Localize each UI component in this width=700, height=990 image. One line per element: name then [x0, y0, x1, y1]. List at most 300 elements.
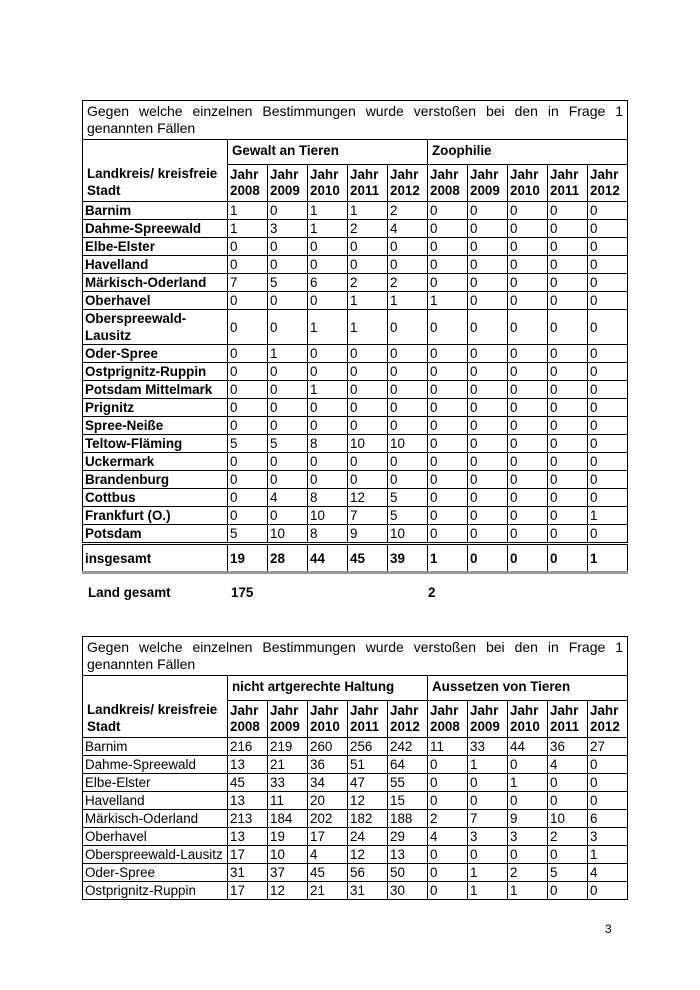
value-cell: 0: [548, 238, 588, 256]
value-cell: 0: [268, 202, 308, 220]
value-cell: 0: [468, 774, 508, 792]
value-cell: 0: [548, 256, 588, 274]
value-cell: 202: [308, 810, 348, 828]
value-cell: 0: [508, 471, 548, 489]
value-cell: 0: [468, 525, 508, 544]
year-header: Jahr 2009: [468, 165, 508, 202]
value-cell: 0: [548, 381, 588, 399]
year-header: Jahr 2008: [228, 165, 268, 202]
value-cell: 0: [228, 345, 268, 363]
value-cell: 0: [428, 864, 468, 882]
value-cell: 0: [388, 238, 428, 256]
year-header: Jahr 2011: [348, 701, 388, 738]
year-header: Jahr 2012: [388, 165, 428, 202]
value-cell: 0: [428, 525, 468, 544]
value-cell: 2: [388, 202, 428, 220]
value-cell: 0: [468, 292, 508, 310]
value-cell: 8: [308, 435, 348, 453]
value-cell: 0: [468, 220, 508, 238]
value-cell: 15: [388, 792, 428, 810]
value-cell: 10: [268, 846, 308, 864]
value-cell: 0: [468, 274, 508, 292]
value-cell: 0: [388, 256, 428, 274]
value-cell: 0: [308, 292, 348, 310]
table-row: [83, 399, 628, 417]
value-cell: 1: [348, 292, 388, 310]
value-cell: 17: [228, 882, 268, 900]
value-cell: 56: [348, 864, 388, 882]
value-cell: 0: [428, 310, 468, 345]
value-cell: 0: [228, 471, 268, 489]
total-cell: 28: [268, 544, 308, 573]
value-cell: 12: [348, 489, 388, 507]
value-cell: 33: [468, 738, 508, 756]
value-cell: 0: [588, 417, 628, 435]
year-header: Jahr 2011: [548, 165, 588, 202]
value-cell: 30: [388, 882, 428, 900]
value-cell: 0: [468, 363, 508, 381]
value-cell: 0: [508, 489, 548, 507]
year-header: Jahr 2010: [508, 165, 548, 202]
table-1-body: [83, 202, 628, 544]
value-cell: 216: [228, 738, 268, 756]
value-cell: 10: [348, 435, 388, 453]
value-cell: 0: [468, 417, 508, 435]
value-cell: 0: [508, 756, 548, 774]
value-cell: 10: [268, 525, 308, 544]
value-cell: 0: [588, 292, 628, 310]
year-header: Jahr 2008: [428, 165, 468, 202]
value-cell: 1: [228, 202, 268, 220]
value-cell: 256: [348, 738, 388, 756]
year-header: Jahr 2008: [428, 701, 468, 738]
value-cell: 0: [428, 220, 468, 238]
value-cell: 0: [548, 774, 588, 792]
value-cell: 0: [588, 363, 628, 381]
value-cell: 0: [508, 525, 548, 544]
value-cell: 0: [588, 471, 628, 489]
year-header: Jahr 2009: [468, 701, 508, 738]
value-cell: 7: [228, 274, 268, 292]
value-cell: 0: [308, 238, 348, 256]
value-cell: 4: [428, 828, 468, 846]
value-cell: 44: [508, 738, 548, 756]
district-name: Oberhavel: [83, 292, 228, 310]
value-cell: 0: [548, 292, 588, 310]
value-cell: 0: [468, 471, 508, 489]
total-cell: 45: [348, 544, 388, 573]
value-cell: 0: [468, 381, 508, 399]
value-cell: 0: [468, 256, 508, 274]
value-cell: 9: [508, 810, 548, 828]
value-cell: 36: [308, 756, 348, 774]
year-header: Jahr 2012: [588, 701, 628, 738]
value-cell: 1: [308, 381, 348, 399]
value-cell: 0: [508, 417, 548, 435]
value-cell: 0: [548, 507, 588, 525]
value-cell: 12: [348, 792, 388, 810]
value-cell: 3: [468, 828, 508, 846]
question-text: Gegen welche einzelnen Bestimmungen wurde verstoßen bei den in Frage 1 genannten Fällen: [83, 101, 628, 140]
value-cell: 0: [588, 238, 628, 256]
value-cell: 1: [508, 882, 548, 900]
value-cell: 3: [508, 828, 548, 846]
value-cell: 10: [388, 525, 428, 544]
value-cell: 0: [548, 399, 588, 417]
value-cell: 0: [588, 882, 628, 900]
land-gesamt-value-gewalt: 175: [231, 585, 254, 600]
value-cell: 1: [308, 202, 348, 220]
value-cell: 0: [228, 256, 268, 274]
district-name: Dahme-Spreewald: [83, 756, 228, 774]
value-cell: 13: [388, 846, 428, 864]
value-cell: 0: [588, 774, 628, 792]
value-cell: 17: [308, 828, 348, 846]
district-name: Barnim: [83, 202, 228, 220]
violations-table-2: [82, 636, 628, 900]
value-cell: 1: [308, 310, 348, 345]
district-name: Potsdam Mittelmark: [83, 381, 228, 399]
table-row: [83, 238, 628, 256]
value-cell: 0: [268, 417, 308, 435]
value-cell: 0: [548, 310, 588, 345]
table-row: [83, 810, 628, 828]
value-cell: 33: [268, 774, 308, 792]
value-cell: 0: [428, 202, 468, 220]
table-row: [83, 417, 628, 435]
violations-table-1: [82, 100, 628, 574]
value-cell: 27: [588, 738, 628, 756]
value-cell: 0: [468, 345, 508, 363]
value-cell: 0: [548, 363, 588, 381]
value-cell: 4: [548, 756, 588, 774]
district-name: Prignitz: [83, 399, 228, 417]
value-cell: 4: [588, 864, 628, 882]
value-cell: 0: [468, 489, 508, 507]
value-cell: 0: [228, 292, 268, 310]
table-row: [83, 220, 628, 238]
table-row: [83, 882, 628, 900]
table-row: [83, 310, 628, 345]
district-name: Dahme-Spreewald: [83, 220, 228, 238]
value-cell: 0: [228, 238, 268, 256]
district-name: Cottbus: [83, 489, 228, 507]
district-name: Frankfurt (O.): [83, 507, 228, 525]
value-cell: 4: [388, 220, 428, 238]
district-name: Märkisch-Oderland: [83, 274, 228, 292]
district-name: Oberspreewald-Lausitz: [83, 310, 228, 345]
value-cell: 0: [548, 525, 588, 544]
value-cell: 0: [588, 220, 628, 238]
value-cell: 21: [268, 756, 308, 774]
value-cell: 0: [228, 399, 268, 417]
value-cell: 0: [428, 363, 468, 381]
value-cell: 0: [508, 363, 548, 381]
district-name: Uckermark: [83, 453, 228, 471]
district-name: Havelland: [83, 792, 228, 810]
value-cell: 34: [308, 774, 348, 792]
land-gesamt-label: Land gesamt: [88, 585, 171, 600]
group-header-zoophilie: Zoophilie: [428, 140, 628, 165]
year-header: Jahr 2012: [588, 165, 628, 202]
value-cell: 2: [548, 828, 588, 846]
value-cell: 0: [468, 238, 508, 256]
value-cell: 1: [588, 846, 628, 864]
value-cell: 8: [308, 489, 348, 507]
district-name: Havelland: [83, 256, 228, 274]
table-row: [83, 792, 628, 810]
value-cell: 0: [548, 882, 588, 900]
value-cell: 0: [468, 399, 508, 417]
value-cell: 0: [588, 202, 628, 220]
value-cell: 0: [508, 220, 548, 238]
district-name: Potsdam: [83, 525, 228, 544]
value-cell: 0: [588, 274, 628, 292]
year-header: Jahr 2009: [268, 701, 308, 738]
value-cell: 4: [268, 489, 308, 507]
district-name: Brandenburg: [83, 471, 228, 489]
value-cell: 24: [348, 828, 388, 846]
value-cell: 0: [468, 507, 508, 525]
value-cell: 51: [348, 756, 388, 774]
value-cell: 0: [268, 471, 308, 489]
total-cell: 1: [428, 544, 468, 573]
table-row: [83, 453, 628, 471]
value-cell: 0: [428, 274, 468, 292]
value-cell: 0: [428, 238, 468, 256]
district-name: Oder-Spree: [83, 345, 228, 363]
table-row: [83, 507, 628, 525]
value-cell: 0: [428, 846, 468, 864]
value-cell: 0: [388, 417, 428, 435]
value-cell: 20: [308, 792, 348, 810]
year-header: Jahr 2009: [268, 165, 308, 202]
value-cell: 0: [308, 256, 348, 274]
district-name: Ostprignitz-Ruppin: [83, 363, 228, 381]
value-cell: 0: [388, 381, 428, 399]
value-cell: 0: [428, 471, 468, 489]
group-header-aussetzen: Aussetzen von Tieren: [428, 676, 628, 701]
value-cell: 2: [508, 864, 548, 882]
value-cell: 184: [268, 810, 308, 828]
total-cell: 0: [468, 544, 508, 573]
value-cell: 0: [388, 345, 428, 363]
value-cell: 0: [468, 453, 508, 471]
value-cell: 0: [588, 756, 628, 774]
value-cell: 0: [348, 238, 388, 256]
total-cell: 19: [228, 544, 268, 573]
year-header: Jahr 2008: [228, 701, 268, 738]
value-cell: 0: [428, 417, 468, 435]
value-cell: 0: [508, 202, 548, 220]
year-header: Jahr 2010: [308, 165, 348, 202]
value-cell: 0: [308, 417, 348, 435]
value-cell: 6: [308, 274, 348, 292]
value-cell: 3: [268, 220, 308, 238]
district-name: Teltow-Fläming: [83, 435, 228, 453]
table-row: [83, 471, 628, 489]
value-cell: 0: [468, 310, 508, 345]
table-row: [83, 489, 628, 507]
value-cell: 21: [308, 882, 348, 900]
value-cell: 0: [308, 453, 348, 471]
value-cell: 0: [428, 256, 468, 274]
total-cell: 0: [508, 544, 548, 573]
value-cell: 0: [228, 310, 268, 345]
value-cell: 0: [308, 471, 348, 489]
value-cell: 1: [508, 774, 548, 792]
value-cell: 10: [548, 810, 588, 828]
value-cell: 0: [588, 525, 628, 544]
value-cell: 50: [388, 864, 428, 882]
value-cell: 260: [308, 738, 348, 756]
district-name: Ostprignitz-Ruppin: [83, 882, 228, 900]
value-cell: 19: [268, 828, 308, 846]
value-cell: 0: [548, 435, 588, 453]
table-row: [83, 345, 628, 363]
district-name: Oder-Spree: [83, 864, 228, 882]
value-cell: 0: [308, 399, 348, 417]
value-cell: 0: [508, 792, 548, 810]
value-cell: 0: [268, 363, 308, 381]
total-cell: 0: [548, 544, 588, 573]
value-cell: 0: [268, 507, 308, 525]
value-cell: 0: [348, 363, 388, 381]
table-row: [83, 363, 628, 381]
total-cell: 39: [388, 544, 428, 573]
value-cell: 0: [428, 882, 468, 900]
value-cell: 0: [348, 453, 388, 471]
value-cell: 0: [428, 399, 468, 417]
table-row: [83, 292, 628, 310]
value-cell: 0: [228, 417, 268, 435]
value-cell: 0: [508, 399, 548, 417]
value-cell: 0: [388, 310, 428, 345]
group-header-gewalt: Gewalt an Tieren: [228, 140, 428, 165]
table-row: [83, 756, 628, 774]
value-cell: 9: [348, 525, 388, 544]
value-cell: 5: [228, 435, 268, 453]
value-cell: 0: [428, 435, 468, 453]
value-cell: 0: [428, 774, 468, 792]
value-cell: 0: [468, 792, 508, 810]
value-cell: 0: [508, 256, 548, 274]
value-cell: 1: [388, 292, 428, 310]
value-cell: 0: [428, 381, 468, 399]
value-cell: 29: [388, 828, 428, 846]
value-cell: 7: [348, 507, 388, 525]
table-row: [83, 274, 628, 292]
value-cell: 17: [228, 846, 268, 864]
value-cell: 0: [268, 453, 308, 471]
value-cell: 0: [548, 345, 588, 363]
year-header: Jahr 2011: [348, 165, 388, 202]
district-name: Oberhavel: [83, 828, 228, 846]
value-cell: 0: [508, 453, 548, 471]
value-cell: 13: [228, 756, 268, 774]
value-cell: 242: [388, 738, 428, 756]
table-row: [83, 525, 628, 544]
table-2-body: [83, 738, 628, 900]
value-cell: 37: [268, 864, 308, 882]
value-cell: 0: [588, 256, 628, 274]
district-name: Elbe-Elster: [83, 238, 228, 256]
table-row: [83, 846, 628, 864]
value-cell: 0: [348, 471, 388, 489]
value-cell: 0: [428, 345, 468, 363]
table-row: [83, 738, 628, 756]
table-row: [83, 381, 628, 399]
value-cell: 0: [548, 220, 588, 238]
value-cell: 0: [548, 274, 588, 292]
value-cell: 1: [468, 882, 508, 900]
value-cell: 0: [548, 471, 588, 489]
year-header: Jahr 2010: [308, 701, 348, 738]
value-cell: 0: [428, 453, 468, 471]
value-cell: 5: [268, 435, 308, 453]
value-cell: 182: [348, 810, 388, 828]
value-cell: 0: [388, 453, 428, 471]
value-cell: 0: [508, 381, 548, 399]
value-cell: 0: [228, 363, 268, 381]
value-cell: 0: [268, 292, 308, 310]
value-cell: 1: [348, 202, 388, 220]
value-cell: 0: [588, 345, 628, 363]
value-cell: 0: [268, 381, 308, 399]
value-cell: 0: [508, 238, 548, 256]
district-name: Märkisch-Oderland: [83, 810, 228, 828]
value-cell: 188: [388, 810, 428, 828]
value-cell: 45: [308, 864, 348, 882]
value-cell: 2: [428, 810, 468, 828]
value-cell: 0: [348, 381, 388, 399]
value-cell: 0: [388, 399, 428, 417]
question-text: Gegen welche einzelnen Bestimmungen wurde verstoßen bei den in Frage 1 genannten Fällen: [83, 637, 628, 676]
value-cell: 12: [268, 882, 308, 900]
value-cell: 5: [228, 525, 268, 544]
total-label: insgesamt: [83, 544, 228, 573]
value-cell: 0: [548, 453, 588, 471]
value-cell: 5: [388, 507, 428, 525]
value-cell: 0: [348, 417, 388, 435]
value-cell: 1: [268, 345, 308, 363]
value-cell: 2: [388, 274, 428, 292]
group-header-haltung: nicht artgerechte Haltung: [228, 676, 428, 701]
table-row: [83, 256, 628, 274]
value-cell: 0: [468, 846, 508, 864]
table-row: [83, 828, 628, 846]
value-cell: 0: [428, 792, 468, 810]
landkreis-header: Landkreis/ kreisfreie Stadt: [83, 140, 228, 202]
value-cell: 31: [228, 864, 268, 882]
value-cell: 12: [348, 846, 388, 864]
value-cell: 0: [588, 381, 628, 399]
value-cell: 1: [308, 220, 348, 238]
value-cell: 0: [548, 417, 588, 435]
landkreis-header: Landkreis/ kreisfreie Stadt: [83, 676, 228, 738]
value-cell: 0: [428, 507, 468, 525]
value-cell: 0: [228, 507, 268, 525]
value-cell: 213: [228, 810, 268, 828]
value-cell: 55: [388, 774, 428, 792]
value-cell: 5: [388, 489, 428, 507]
value-cell: 1: [588, 507, 628, 525]
value-cell: 0: [508, 274, 548, 292]
value-cell: 0: [588, 453, 628, 471]
value-cell: 1: [468, 864, 508, 882]
value-cell: 0: [508, 846, 548, 864]
land-gesamt-value-zoophilie: 2: [428, 585, 436, 600]
